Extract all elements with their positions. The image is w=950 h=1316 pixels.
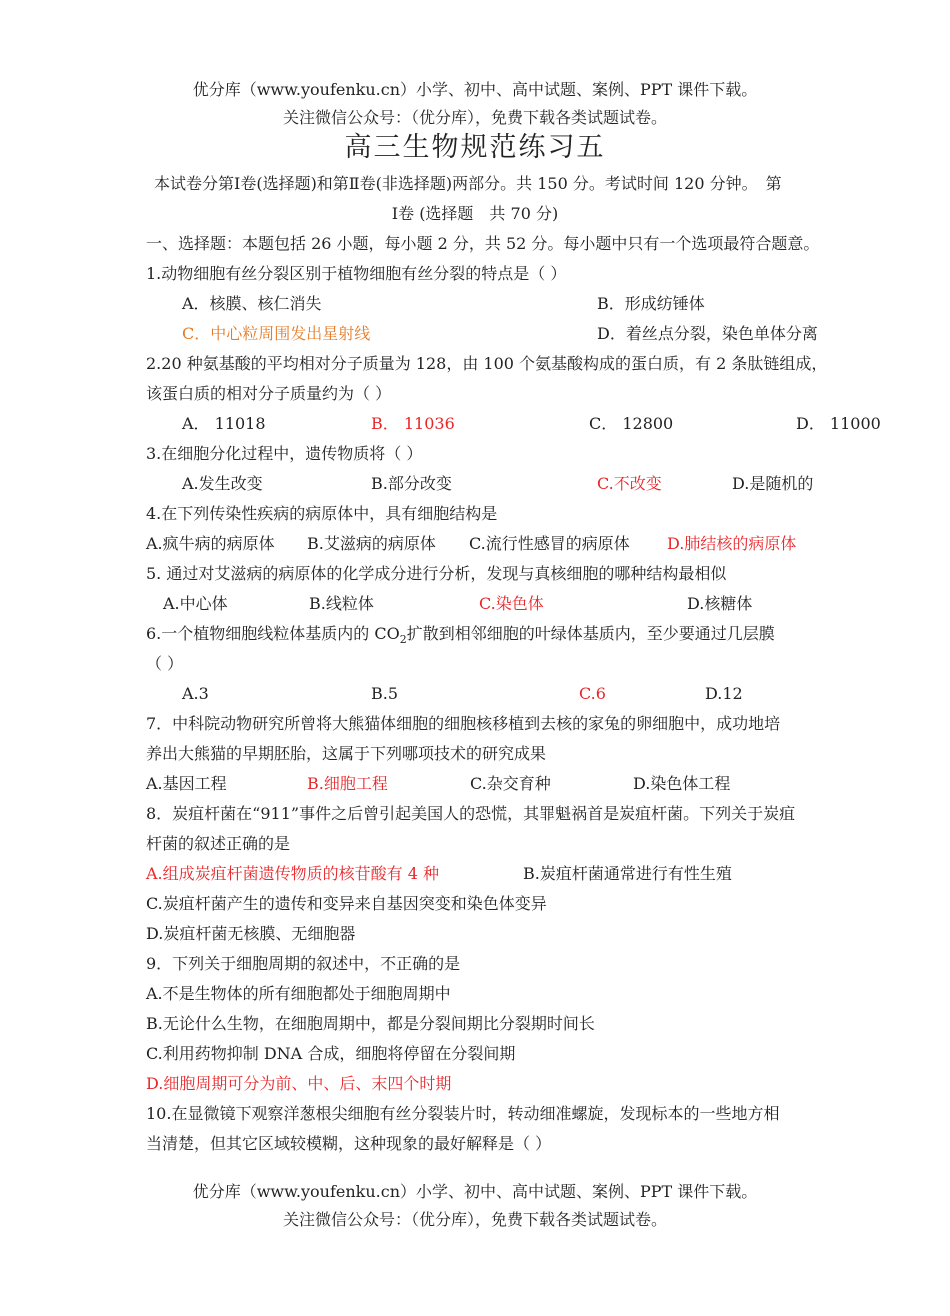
q8-stem-1: 8．炭疽杆菌在“911”事件之后曾引起美国人的恐慌，其罪魁祸首是炭疽杆菌。下列关于炭疽: [146, 804, 796, 823]
q8-option-a: A.组成炭疽杆菌遗传物质的核苷酸有 4 种: [146, 864, 439, 883]
q7-option-a: A.基因工程: [146, 774, 227, 793]
q7-stem-1: 7．中科院动物研究所曾将大熊猫体细胞的细胞核移植到去核的家兔的卵细胞中，成功地培: [146, 714, 781, 733]
q8-option-c: C.炭疽杆菌产生的遗传和变异来自基因突变和染色体变异: [146, 894, 547, 913]
q9-option-c: C.利用药物抑制 DNA 合成，细胞将停留在分裂间期: [146, 1044, 516, 1063]
q8-option-b: B.炭疽杆菌通常进行有性生殖: [523, 864, 732, 883]
q10-stem-2: 当清楚，但其它区域较模糊，这种现象的最好解释是（ ）: [146, 1134, 552, 1153]
q4-option-b: B.艾滋病的病原体: [307, 534, 436, 553]
q2-option-a: A． 11018: [182, 414, 266, 433]
q9-option-a: A.不是生物体的所有细胞都处于细胞周期中: [146, 984, 451, 1003]
q4-stem: 4.在下列传染性疾病的病原体中，具有细胞结构是: [146, 504, 498, 523]
intro-line-1: 本试卷分第Ⅰ卷(选择题)和第Ⅱ卷(非选择题)两部分。共 150 分。考试时间 120 分钟。 第: [154, 174, 782, 193]
intro-line-2: Ⅰ卷 (选择题 共 70 分): [391, 204, 559, 223]
section-heading: 一、选择题：本题包括 26 小题，每小题 2 分，共 52 分。每小题中只有一个选项最符合题意。: [146, 234, 820, 253]
q2-stem-2: 该蛋白质的相对分子质量约为（ ）: [146, 384, 392, 403]
q1-option-d: D．着丝点分裂，染色单体分离: [597, 324, 818, 343]
q9-option-d: D.细胞周期可分为前、中、后、末四个时期: [146, 1074, 452, 1093]
q3-option-a: A.发生改变: [182, 474, 263, 493]
q4-option-c: C.流行性感冒的病原体: [469, 534, 630, 553]
q7-option-c: C.杂交育种: [470, 774, 551, 793]
q1-stem: 1.动物细胞有丝分裂区别于植物细胞有丝分裂的特点是（ ）: [146, 264, 567, 283]
q8-stem-2: 杆菌的叙述正确的是: [146, 834, 291, 853]
q5-option-b: B.线粒体: [309, 594, 374, 613]
q5-option-c: C.染色体: [479, 594, 544, 613]
q6-option-a: A.3: [182, 684, 209, 703]
q1-option-c: C．中心粒周围发出星射线: [182, 324, 371, 343]
q6-stem-1-post: 扩散到相邻细胞的叶绿体基质内，至少要通过几层膜: [406, 624, 775, 643]
q3-option-c: C.不改变: [597, 474, 662, 493]
footer-line-1: 优分库（www.youfenku.cn）小学、初中、高中试题、案例、PPT 课件下载。: [192, 1182, 758, 1201]
q2-option-c: C． 12800: [589, 414, 674, 433]
q2-option-d: D． 11000: [796, 414, 881, 433]
q5-option-a: A.中心体: [163, 594, 228, 613]
q7-option-b: B.细胞工程: [307, 774, 388, 793]
q3-option-d: D.是随机的: [732, 474, 814, 493]
footer-line-2: 关注微信公众号：（优分库），免费下载各类试题试卷。: [282, 1210, 667, 1229]
q5-option-d: D.核糖体: [687, 594, 753, 613]
q6-option-d: D.12: [705, 684, 743, 703]
q6-option-b: B.5: [371, 684, 399, 703]
q6-subscript: 2: [399, 633, 407, 647]
header-line-2: 关注微信公众号：（优分库），免费下载各类试题试卷。: [282, 108, 667, 127]
q9-stem: 9．下列关于细胞周期的叙述中，不正确的是: [146, 954, 461, 973]
q5-stem: 5. 通过对艾滋病的病原体的化学成分进行分析，发现与真核细胞的哪种结构最相似: [146, 564, 727, 583]
q4-option-d: D.肺结核的病原体: [667, 534, 797, 553]
header-line-1: 优分库（www.youfenku.cn）小学、初中、高中试题、案例、PPT 课件下载。: [192, 80, 758, 99]
q8-option-d: D.炭疽杆菌无核膜、无细胞器: [146, 924, 356, 943]
q7-stem-2: 养出大熊猫的早期胚胎，这属于下列哪项技术的研究成果: [146, 744, 547, 763]
q2-stem-1: 2.20 种氨基酸的平均相对分子质量为 128，由 100 个氨基酸构成的蛋白质，有 2 条肽链组成，: [146, 354, 828, 373]
q7-option-d: D.染色体工程: [633, 774, 731, 793]
page-title: 高三生物规范练习五: [344, 132, 606, 163]
q3-stem: 3.在细胞分化过程中，遗传物质将（ ）: [146, 444, 423, 463]
q6-stem-1: [146, 624, 775, 650]
q1-option-a: A．核膜、核仁消失: [182, 294, 322, 313]
q3-option-b: B.部分改变: [371, 474, 452, 493]
q6-stem-1-pre: 6.一个植物细胞线粒体基质内的 CO: [146, 624, 400, 643]
q9-option-b: B.无论什么生物，在细胞周期中，都是分裂间期比分裂期时间长: [146, 1014, 595, 1033]
q6-stem-2: （ ）: [146, 654, 184, 673]
q6-option-c: C.6: [579, 684, 606, 703]
q2-option-b: B． 11036: [371, 414, 455, 433]
q10-stem-1: 10.在显微镜下观察洋葱根尖细胞有丝分裂装片时，转动细准螺旋，发现标本的一些地方相: [146, 1104, 780, 1123]
q1-option-b: B．形成纺锤体: [597, 294, 705, 313]
q4-option-a: A.疯牛病的病原体: [146, 534, 275, 553]
